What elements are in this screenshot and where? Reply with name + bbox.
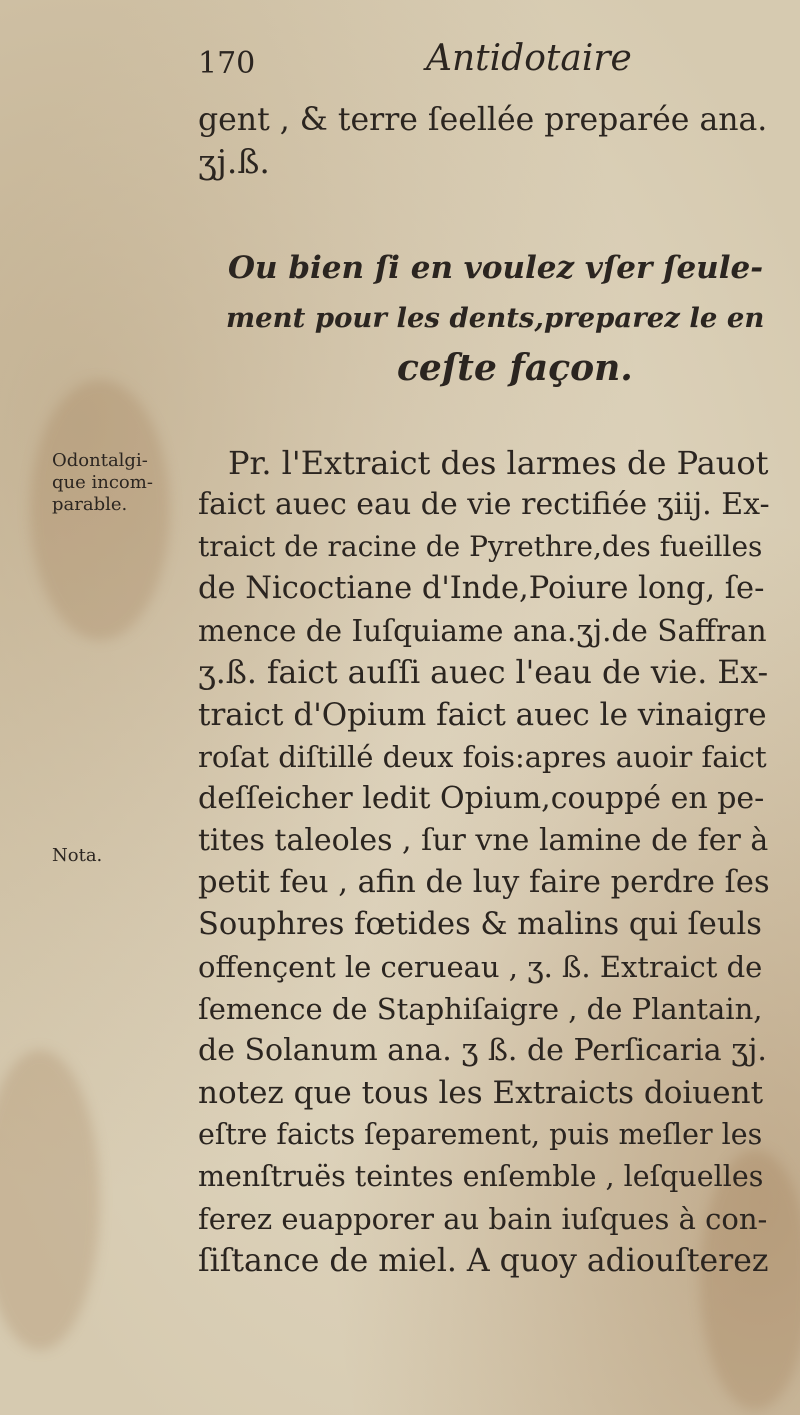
margin-note-line: parable. [52, 494, 128, 515]
running-title: Antidotaire [426, 38, 632, 79]
margin-note-line: Odontalgi- [52, 450, 148, 471]
text-line: notez que tous les Extraicts doiuent [198, 1075, 764, 1111]
text-line: faict auec eau de vie rectifiée ʒiij. Ex- [198, 487, 770, 522]
text-line: menſtruës teintes enſemble , leſquelles [198, 1160, 764, 1193]
text-line: mence de Iuſquiame ana.ʒj.de Saffran [198, 614, 767, 648]
text-line: ſemence de Staphiſaigre , de Plantain, [198, 992, 763, 1026]
text-line: tites taleoles , ſur vne lamine de fer à [198, 823, 769, 858]
page-number: 170 [198, 46, 256, 81]
text-line: ſiſtance de miel. A quoy adiouſterez [198, 1243, 769, 1279]
margin-note-nota: Nota. [52, 845, 103, 866]
section-heading-line: Ou bien ſi en voulez vſer ſeule- [228, 250, 764, 286]
text-line: ʒj.ß. [198, 142, 270, 181]
text-line: ʒ.ß. faict auſſi auec l'eau de vie. Ex- [198, 655, 769, 691]
paper-stain [0, 1050, 100, 1350]
text-line: deſſeicher ledit Opium,couppé en pe- [198, 781, 765, 816]
text-line: Pr. l'Extraict des larmes de Pauot [228, 444, 769, 482]
text-line: offençent le cerueau , ʒ. ß. Extraict de [198, 950, 763, 984]
text-line: de Nicoctiane d'Inde,Poiure long, ſe- [198, 571, 765, 606]
text-line: traict d'Opium faict auec le vinaigre [198, 697, 767, 733]
text-line: traict de racine de Pyrethre,des fueilles [198, 530, 763, 563]
text-line: eſtre faicts ſeparement, puis meſler les [198, 1118, 763, 1151]
text-line: de Solanum ana. ʒ ß. de Perſicaria ʒj. [198, 1033, 767, 1068]
page-header [198, 38, 758, 82]
margin-note-line: que incom- [52, 472, 153, 493]
text-line: ferez euapporer au bain iuſques à con- [198, 1202, 768, 1236]
section-heading-line: ment pour les dents,preparez le en [226, 302, 765, 334]
text-line: Souphres fœtides & malins qui ſeuls [198, 907, 762, 942]
text-line: petit feu , afin de luy faire perdre ſes [198, 865, 770, 900]
text-line: roſat diſtillé deux fois:apres auoir faict [198, 740, 767, 774]
section-heading-line: ceſte façon. [397, 347, 633, 389]
text-line: gent , & terre ſeellée preparée ana. [198, 102, 768, 138]
